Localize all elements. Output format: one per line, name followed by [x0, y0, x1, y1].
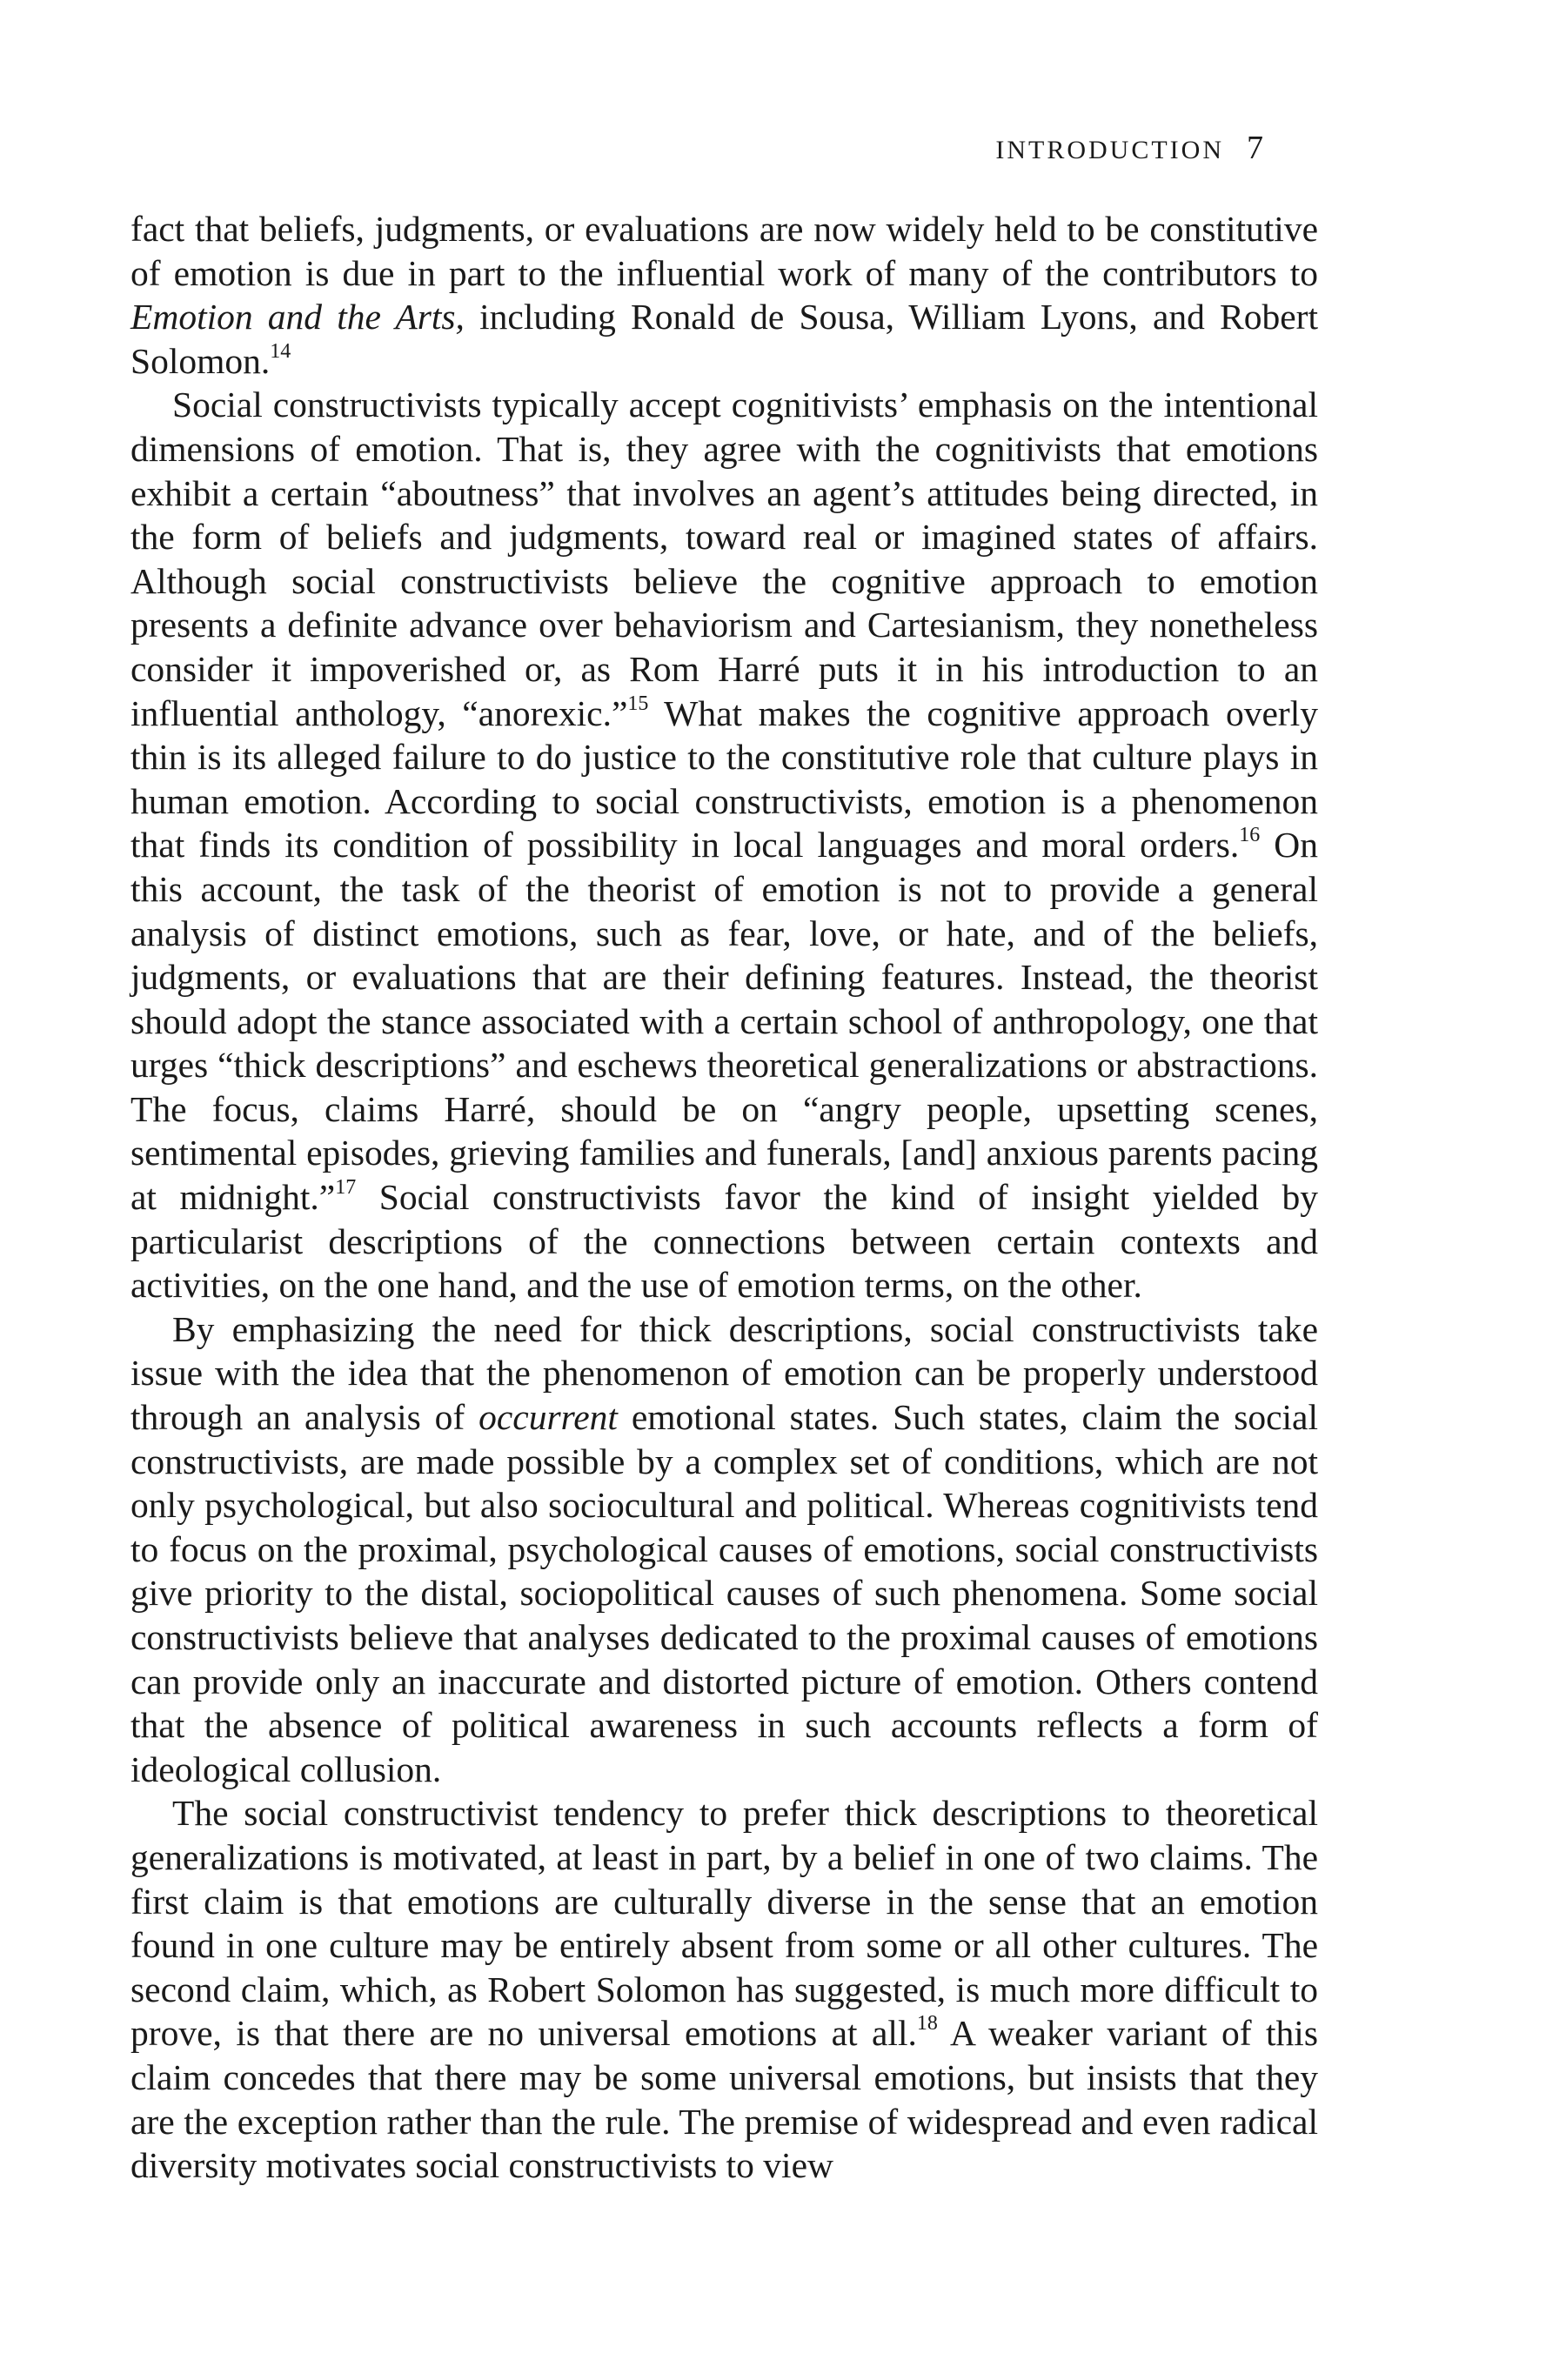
paragraph-1: [130, 207, 1318, 383]
paragraph-3-text-2: emotional states. Such states, claim the social constructivists, are made possible by a complex set of conditions, which are not only psychological, but also sociocultural and political. Whereas cognitivists tend to focus on the proximal, psychological causes of emotions, social constructivists give priority to the distal, sociopolitical causes of such phenomena. Some social constructivists believe that analyses dedicated to the proximal causes of emotions can provide only an inaccurate and distorted picture of emotion. Others contend that the absence of political awareness in such accounts reflects a form of ideological collusion.: [130, 1397, 1318, 1789]
paragraph-3: [130, 1307, 1318, 1792]
paragraph-2-text-1: Social constructivists typically accept cognitivists’ emphasis on the intentional dimensions of emotion. That is, they agree with the cognitivists that emotions exhibit a certain “aboutness” that involves an agent’s attitudes being directed, in the form of beliefs and judgments, toward real or imagined states of affairs. Although social constructivists believe the cognitive approach to emotion presents a definite advance over behaviorism and Cartesianism, they nonetheless consider it impoverished or, as Rom Harré puts it in his introduction to an influential anthology, “anorexic.”: [130, 384, 1318, 733]
paragraph-1-italic-title: Emotion and the Arts,: [130, 297, 465, 338]
footnote-ref-17: 17: [335, 1176, 357, 1200]
paragraph-4-text-1: The social constructivist tendency to prefer thick descriptions to theoretical generalizations is motivated, at least in part, by a belief in one of two claims. The first claim is that emotions are culturally diverse in the sense that an emotion found in one culture may be entirely absent from some or all other cultures. The second claim, which, as Robert Solomon has suggested, is much more difficult to prove, is that there are no universal emotions at all.: [130, 1793, 1318, 2054]
paragraph-3-italic-occurrent: occurrent: [478, 1397, 618, 1438]
page-number: 7: [1247, 130, 1263, 166]
paragraph-1-text-2: including Ronald de Sousa, William Lyons, and Robert Solomon.: [130, 297, 1318, 381]
paragraph-2: [130, 383, 1318, 1307]
paragraph-2-text-4: Social constructivists favor the kind of insight yielded by particularist descriptions of the connections between certain contexts and activities, on the one hand, and the use of emotion terms, on the other.: [130, 1177, 1318, 1306]
paragraph-3-text-1: By emphasizing the need for thick descriptions, social constructivists take issue with the idea that the phenomenon of emotion can be properly understood through an analysis of: [130, 1308, 1318, 1438]
footnote-ref-16: 16: [1239, 824, 1261, 847]
running-head-title: INTRODUCTION: [995, 136, 1224, 164]
paragraph-2-text-3: On this account, the task of the theorist of emotion is not to provide a general analysis of distinct emotions, such as fear, love, or hate, and of the beliefs, judgments, or evaluations that are their defining features. Instead, the theorist should adopt the stance associated with a certain school of anthropology, one that urges “thick descriptions” and eschews theoretical generalizations or abstractions. The focus, claims Harré, should be on “angry people, upsetting scenes, sentimental episodes, grieving families and funerals, [and] anxious parents pacing at midnight.”: [130, 825, 1318, 1218]
paragraph-2-text-2: What makes the cognitive approach overly thin is its alleged failure to do justice to the constitutive role that culture plays in human emotion. According to social constructivists, emotion is a phenomenon that finds its condition of possibility in local languages and moral orders.: [130, 692, 1318, 866]
paragraph-1-text-1: fact that beliefs, judgments, or evaluations are now widely held to be constitutive of emotion is due in part to the influential work of many of the contributors to: [130, 209, 1318, 293]
paragraph-4-text-2: A weaker variant of this claim concedes that there may be some universal emotions, but insists that they are the exception rather than the rule. The premise of widespread and even radical diversity motivates social constructivists to view: [130, 2013, 1318, 2186]
body-text: [130, 207, 1318, 2188]
running-head: [995, 129, 1263, 167]
footnote-ref-18: 18: [916, 2012, 938, 2036]
footnote-ref-14: 14: [270, 339, 291, 363]
footnote-ref-15: 15: [627, 692, 649, 715]
paragraph-4: [130, 1791, 1318, 2187]
